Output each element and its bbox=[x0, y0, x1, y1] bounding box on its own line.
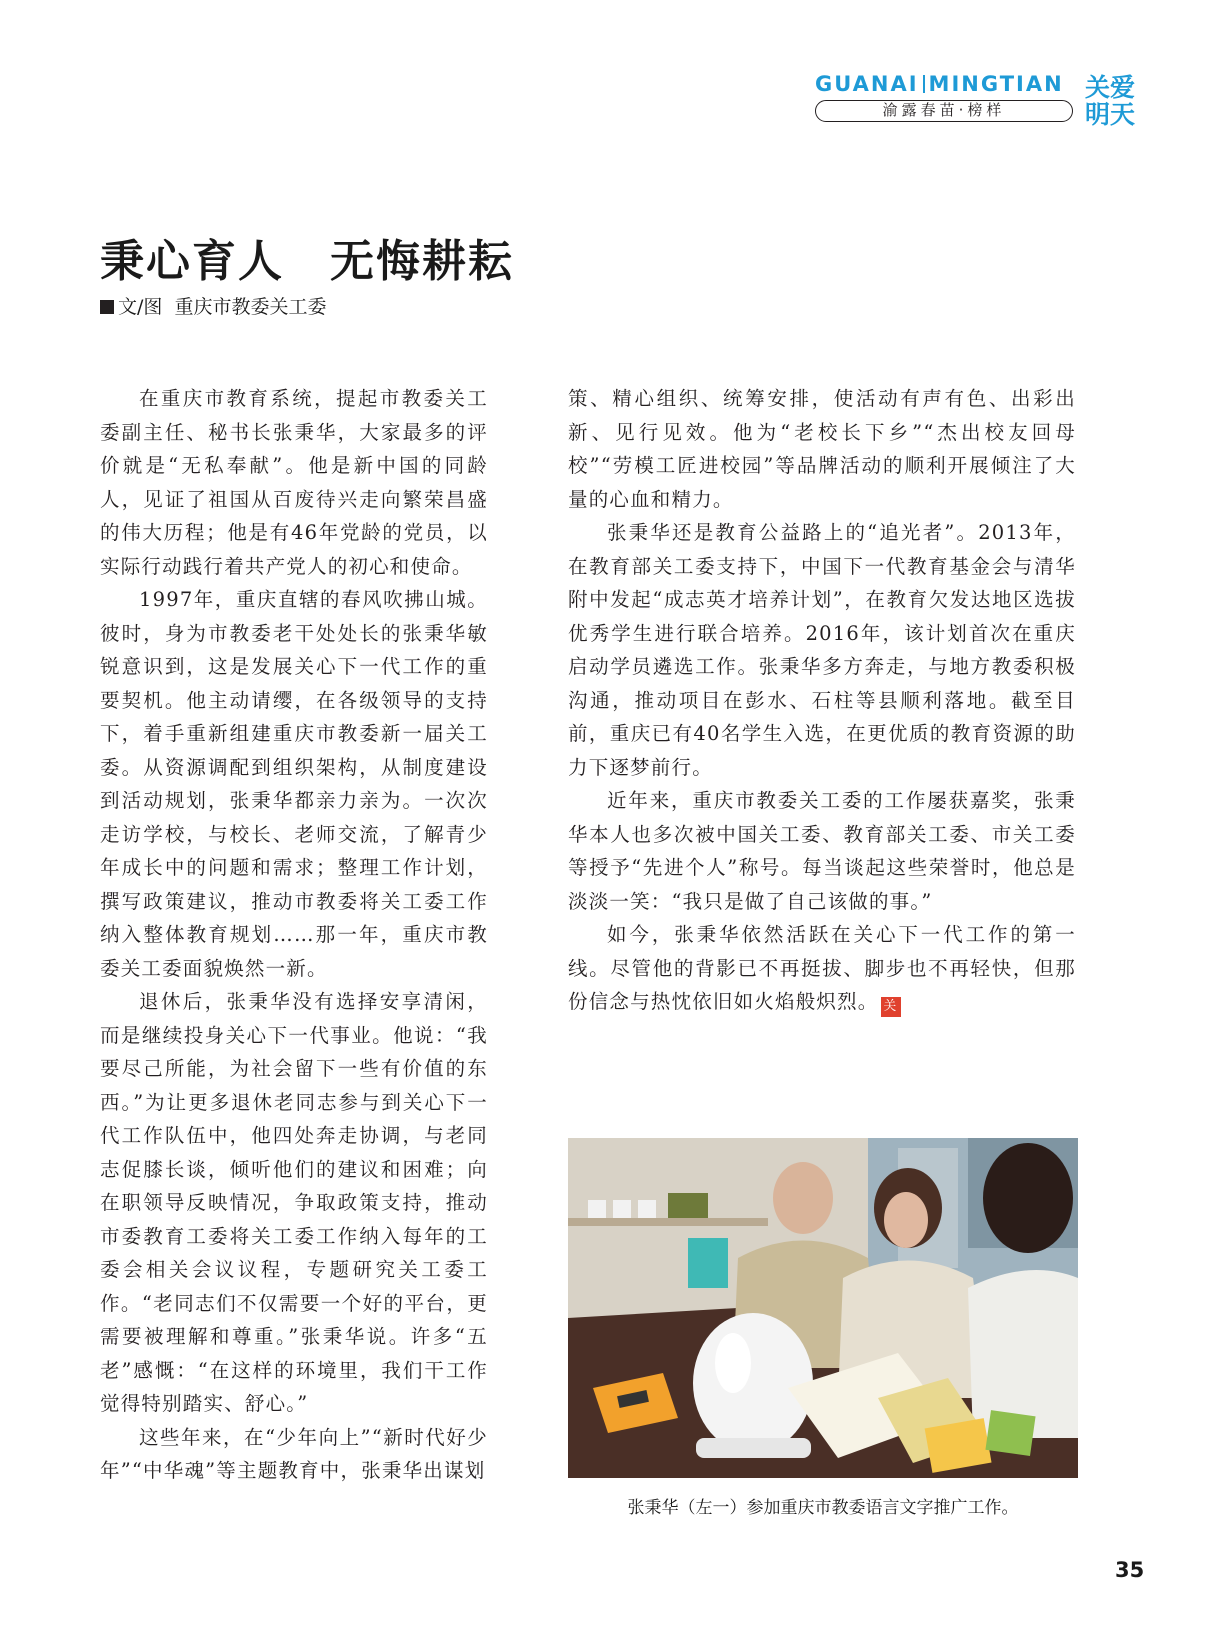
column-name: 渝露春苗·榜样 bbox=[815, 100, 1073, 122]
brand-separator bbox=[923, 75, 925, 93]
paragraph-continued: 策、精心组织、统筹安排，使活动有声有色、出彩出新、见行见效。他为“老校长下乡”“杰出校友回母校”“劳模工匠进校园”等品牌活动的顺利开展倾注了大量的心血和精力。 bbox=[568, 387, 1076, 511]
paragraph-text: 如今，张秉华依然活跃在关心下一代工作的第一线。尽管他的背影已不再挺拔、脚步也不再轻快，但那份信念与热忱依旧如火焰般炽烈。 bbox=[568, 923, 1076, 1013]
paragraph: 张秉华还是教育公益路上的“追光者”。2013年，在教育部关工委支持下，中国下一代教育基金会与清华附中发起“成志英才培养计划”，在教育欠发达地区选拔优秀学生进行联合培养。2016年，该计划首次在重庆启动学员遴选工作。张秉华多方奔走，与地方教委积极沟通，推动项目在彭水、石柱等县顺利落地。截至目前，重庆已有40名学生入选，在更优质的教育资源的助力下逐梦前行。 bbox=[568, 521, 1076, 779]
brand-left: GUANAI bbox=[815, 72, 919, 96]
paragraph: 退休后，张秉华没有选择安享清闲，而是继续投身关心下一代事业。他说：“我要尽己所能，为社会留下一些有价值的东西。”为让更多退休老同志参与到关心下一代工作队伍中，他四处奔走协调，与老同志促膝长谈，倾听他们的建议和困难；向在职领导反映情况，争取政策支持，推动市委教育工委将关工委工作纳入每年的工委会相关会议议程，专题研究关工委工作。“老同志们不仅需要一个好的平台，更需要被理解和尊重。”张秉华说。许多“五老”感慨：“在这样的环境里，我们干工作觉得特别踏实、舒心。” bbox=[100, 990, 488, 1415]
paragraph: 在重庆市教育系统，提起市教委关工委副主任、秘书长张秉华，大家最多的评价就是“无私奉献”。他是新中国的同龄人，见证了祖国从百废待兴走向繁荣昌盛的伟大历程；他是有46年党龄的党员，以实际行动践行着共产党人的初心和使命。 bbox=[100, 387, 488, 578]
logo-line1: 关爱 bbox=[1085, 73, 1136, 102]
paragraph-last bbox=[568, 918, 1076, 1019]
left-column bbox=[100, 382, 488, 1488]
end-mark-icon: 关 bbox=[881, 997, 901, 1017]
brand-english bbox=[815, 72, 1075, 96]
article-title: 秉心育人 无悔耕耘 bbox=[100, 236, 514, 287]
square-bullet-icon bbox=[100, 300, 114, 314]
byline bbox=[100, 292, 326, 319]
photo-caption: 张秉华（左一）参加重庆市教委语言文字推广工作。 bbox=[627, 1498, 1019, 1518]
paragraph: 近年来，重庆市教委关工委的工作屡获嘉奖，张秉华本人也多次被中国关工委、教育部关工委、市关工委等授予“先进个人”称号。每当谈起这些荣誉时，他总是淡淡一笑：“我只是做了自己该做的事。” bbox=[568, 789, 1076, 913]
paragraph: 1997年，重庆直辖的春风吹拂山城。彼时，身为市教委老干处处长的张秉华敏锐意识到，这是发展关心下一代工作的重要契机。他主动请缨，在各级领导的支持下，着手重新组建重庆市教委新一届关工委。从资源调配到组织架构，从制度建设到活动规划，张秉华都亲力亲为。一次次走访学校，与校长、老师交流，了解青少年成长中的问题和需求；整理工作计划，撰写政策建议，推动市教委将关工委工作纳入整体教育规划……那一年，重庆市教委关工委面貌焕然一新。 bbox=[100, 588, 488, 980]
article-photo bbox=[568, 1138, 1078, 1478]
photo-illustration bbox=[568, 1138, 1078, 1478]
right-column bbox=[568, 382, 1076, 1019]
paragraph: 这些年来，在“少年向上”“新时代好少年”“中华魂”等主题教育中，张秉华出谋划 bbox=[100, 1425, 488, 1482]
brand-header bbox=[815, 72, 1075, 119]
page-number: 35 bbox=[1115, 1558, 1145, 1582]
byline-text: 文/图 重庆市教委关工委 bbox=[118, 296, 327, 318]
brand-logo bbox=[1085, 74, 1137, 128]
logo-line2: 明天 bbox=[1085, 100, 1136, 129]
brand-right: MINGTIAN bbox=[928, 72, 1064, 96]
